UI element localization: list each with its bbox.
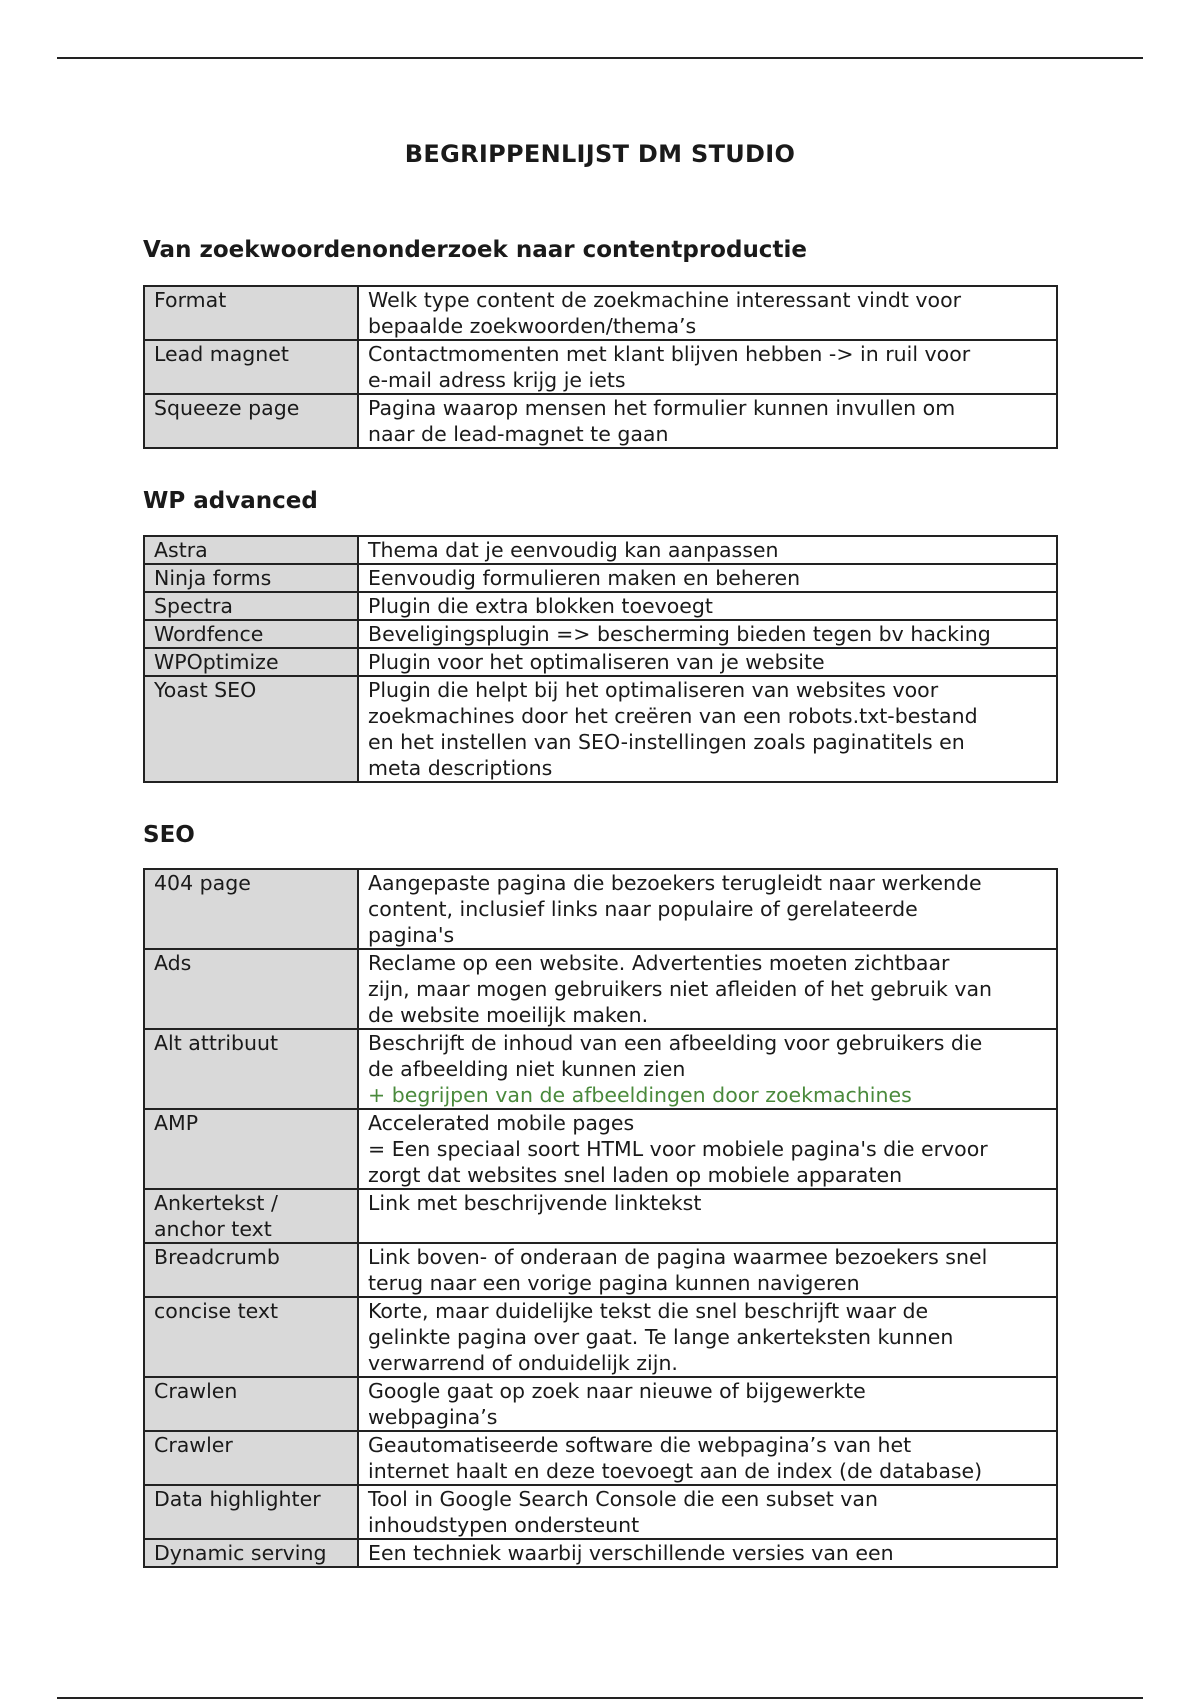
term-text: concise text — [154, 1299, 279, 1323]
definition-cell — [358, 1189, 1057, 1243]
definition-text: zoekmachines door het creëren van een robots.txt-bestand — [368, 704, 978, 728]
definition-cell — [358, 394, 1057, 448]
definition-text: Reclame op een website. Advertenties moeten zichtbaar — [368, 951, 950, 975]
definition-text: webpagina’s — [368, 1405, 498, 1429]
table-row — [144, 620, 1057, 648]
term-text: Alt attribuut — [154, 1031, 279, 1055]
term-cell — [144, 676, 358, 782]
definition-text: de afbeelding niet kunnen zien — [368, 1057, 686, 1081]
table-row — [144, 1109, 1057, 1189]
definition-cell — [358, 676, 1057, 782]
term-cell — [144, 1029, 358, 1109]
glossary-table-contentproductie — [143, 285, 1058, 449]
table-row — [144, 676, 1057, 782]
definition-cell — [358, 1377, 1057, 1431]
definition-text: e-mail adress krijg je iets — [368, 368, 626, 392]
definition-text: Google gaat op zoek naar nieuwe of bijgewerkte — [368, 1379, 866, 1403]
term-text: Ads — [154, 951, 192, 975]
definition-text: zijn, maar mogen gebruikers niet afleiden of het gebruik van — [368, 977, 993, 1001]
definition-text: internet haalt en deze toevoegt aan de index (de database) — [368, 1459, 983, 1483]
term-cell — [144, 1189, 358, 1243]
term-text: Crawlen — [154, 1379, 238, 1403]
term-text: Data highlighter — [154, 1487, 321, 1511]
definition-text: content, inclusief links naar populaire of gerelateerde — [368, 897, 918, 921]
table-row — [144, 949, 1057, 1029]
table-row — [144, 1485, 1057, 1539]
definition-text: Aangepaste pagina die bezoekers terugleidt naar werkende — [368, 871, 982, 895]
term-cell — [144, 286, 358, 340]
term-cell — [144, 1243, 358, 1297]
definition-text: terug naar een vorige pagina kunnen navigeren — [368, 1271, 860, 1295]
definition-cell — [358, 1485, 1057, 1539]
table-row — [144, 869, 1057, 949]
term-text: Yoast SEO — [154, 678, 257, 702]
definition-cell — [358, 340, 1057, 394]
term-cell — [144, 1297, 358, 1377]
table-row — [144, 1539, 1057, 1567]
definition-cell — [358, 1539, 1057, 1567]
definition-cell — [358, 1243, 1057, 1297]
definition-text: meta descriptions — [368, 756, 553, 780]
definition-text: = Een speciaal soort HTML voor mobiele pagina's die ervoor — [368, 1137, 988, 1161]
document-title: BEGRIPPENLIJST DM STUDIO — [404, 140, 796, 168]
definition-text: inhoudstypen ondersteunt — [368, 1513, 640, 1537]
term-cell — [144, 1109, 358, 1189]
table-row — [144, 1377, 1057, 1431]
term-text: Wordfence — [154, 622, 264, 646]
definition-text: Korte, maar duidelijke tekst die snel beschrijft waar de — [368, 1299, 929, 1323]
term-text: anchor text — [154, 1217, 272, 1241]
definition-text: de website moeilijk maken. — [368, 1003, 649, 1027]
definition-text: verwarrend of onduidelijk zijn. — [368, 1351, 678, 1375]
definition-text: Plugin voor het optimaliseren van je website — [368, 650, 825, 674]
glossary-table-wp-advanced — [143, 535, 1058, 783]
definition-text: Een techniek waarbij verschillende versies van een — [368, 1541, 894, 1565]
term-cell — [144, 394, 358, 448]
definition-text: Eenvoudig formulieren maken en beheren — [368, 566, 801, 590]
definition-cell — [358, 949, 1057, 1029]
definition-text: Geautomatiseerde software die webpagina’s van het — [368, 1433, 912, 1457]
table-row — [144, 592, 1057, 620]
term-cell — [144, 536, 358, 564]
definition-text: en het instellen van SEO-instellingen zoals paginatitels en — [368, 730, 965, 754]
table-row — [144, 564, 1057, 592]
definition-cell — [358, 1297, 1057, 1377]
table-row — [144, 1243, 1057, 1297]
section-heading-wp-advanced: WP advanced — [143, 488, 318, 514]
term-cell — [144, 340, 358, 394]
term-text: Spectra — [154, 594, 233, 618]
definition-text: naar de lead-magnet te gaan — [368, 422, 669, 446]
definition-cell — [358, 1109, 1057, 1189]
definition-text: Thema dat je eenvoudig kan aanpassen — [368, 538, 779, 562]
section-heading-seo: SEO — [143, 822, 195, 848]
definition-text: Pagina waarop mensen het formulier kunnen invullen om — [368, 396, 956, 420]
term-text: Ankertekst / — [154, 1191, 278, 1215]
definition-text: gelinkte pagina over gaat. Te lange ankerteksten kunnen — [368, 1325, 954, 1349]
term-cell — [144, 592, 358, 620]
term-text: Ninja forms — [154, 566, 272, 590]
definition-note: + begrijpen van de afbeeldingen door zoekmachines — [368, 1083, 912, 1107]
term-cell — [144, 620, 358, 648]
definition-text: zorgt dat websites snel laden op mobiele apparaten — [368, 1163, 903, 1187]
table-row — [144, 1431, 1057, 1485]
term-cell — [144, 949, 358, 1029]
definition-cell — [358, 620, 1057, 648]
definition-cell — [358, 592, 1057, 620]
table-row — [144, 648, 1057, 676]
definition-text: Contactmomenten met klant blijven hebben -> in ruil voor — [368, 342, 971, 366]
term-text: Lead magnet — [154, 342, 289, 366]
table-row — [144, 394, 1057, 448]
table-row — [144, 1189, 1057, 1243]
term-cell — [144, 1431, 358, 1485]
definition-text: Link met beschrijvende linktekst — [368, 1191, 702, 1215]
table-row — [144, 340, 1057, 394]
table-row — [144, 1297, 1057, 1377]
term-cell — [144, 648, 358, 676]
term-text: Crawler — [154, 1433, 233, 1457]
term-text: Format — [154, 288, 227, 312]
definition-cell — [358, 648, 1057, 676]
section-heading-contentproductie: Van zoekwoordenonderzoek naar contentproductie — [143, 237, 807, 263]
definition-text: bepaalde zoekwoorden/thema’s — [368, 314, 697, 338]
definition-text: Accelerated mobile pages — [368, 1111, 635, 1135]
definition-cell — [358, 564, 1057, 592]
definition-cell — [358, 536, 1057, 564]
term-text: AMP — [154, 1111, 199, 1135]
term-text: Squeeze page — [154, 396, 300, 420]
term-cell — [144, 869, 358, 949]
term-text: Breadcrumb — [154, 1245, 280, 1269]
definition-text: Plugin die extra blokken toevoegt — [368, 594, 713, 618]
definition-cell — [358, 869, 1057, 949]
definition-text: pagina's — [368, 923, 455, 947]
definition-cell — [358, 286, 1057, 340]
header-rule — [57, 57, 1143, 59]
term-cell — [144, 1539, 358, 1567]
term-text: Astra — [154, 538, 208, 562]
glossary-table-seo — [143, 868, 1058, 1568]
term-cell — [144, 564, 358, 592]
table-row — [144, 536, 1057, 564]
definition-text: Tool in Google Search Console die een subset van — [368, 1487, 878, 1511]
term-text: 404 page — [154, 871, 251, 895]
term-cell — [144, 1377, 358, 1431]
term-text: Dynamic serving — [154, 1541, 327, 1565]
definition-text: Beveligingsplugin => bescherming bieden tegen bv hacking — [368, 622, 991, 646]
footer-rule — [57, 1697, 1143, 1699]
table-row — [144, 286, 1057, 340]
definition-text: Beschrijft de inhoud van een afbeelding voor gebruikers die — [368, 1031, 983, 1055]
definition-text: Welk type content de zoekmachine interessant vindt voor — [368, 288, 962, 312]
definition-cell — [358, 1029, 1057, 1109]
definition-text: Plugin die helpt bij het optimaliseren van websites voor — [368, 678, 939, 702]
term-text: WPOptimize — [154, 650, 279, 674]
term-cell — [144, 1485, 358, 1539]
definition-text: Link boven- of onderaan de pagina waarmee bezoekers snel — [368, 1245, 988, 1269]
definition-cell — [358, 1431, 1057, 1485]
table-row — [144, 1029, 1057, 1109]
